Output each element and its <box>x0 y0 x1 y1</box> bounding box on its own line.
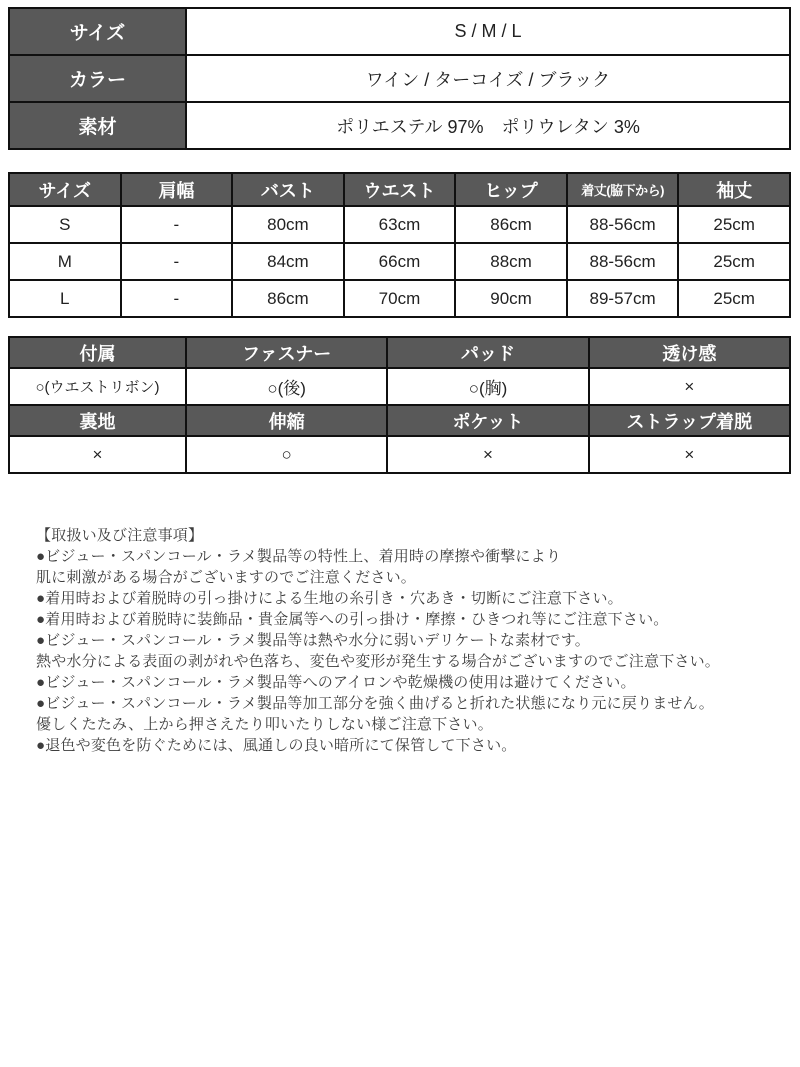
cell: 25cm <box>678 280 790 317</box>
col-header-sleeve: 袖丈 <box>678 173 790 206</box>
cell: 25cm <box>678 206 790 243</box>
feature-value-row-1 <box>9 368 790 405</box>
spec-summary-table <box>8 7 791 150</box>
cell: 90cm <box>455 280 567 317</box>
cell: 89-57cm <box>567 280 679 317</box>
spec-value-size: S / M / L <box>186 8 790 55</box>
table-row <box>9 8 790 55</box>
feature-table <box>8 336 791 474</box>
cell: 84cm <box>232 243 344 280</box>
cell-pad: ○(胸) <box>387 368 588 405</box>
notes-title: 【取扱い及び注意事項】 <box>36 527 204 544</box>
col-header-pocket: ポケット <box>387 405 588 436</box>
notes-line: ●退色や変色を防ぐためには、風通しの良い暗所にて保管して下さい。 <box>36 737 517 754</box>
feature-header-row-1 <box>9 337 790 368</box>
cell: - <box>121 206 233 243</box>
col-header-accessory: 付属 <box>9 337 186 368</box>
cell: S <box>9 206 121 243</box>
notes-line: ●ビジュー・スパンコール・ラメ製品等の特性上、着用時の摩擦や衝撃により <box>36 548 562 565</box>
cell-stretch: ○ <box>186 436 387 473</box>
notes-line: ●ビジュー・スパンコール・ラメ製品等は熱や水分に弱いデリケートな素材です。 <box>36 632 590 649</box>
cell: 88-56cm <box>567 206 679 243</box>
col-header-size: サイズ <box>9 173 121 206</box>
col-header-pad: パッド <box>387 337 588 368</box>
cell-accessory: ○(ウエストリボン) <box>9 368 186 405</box>
spec-label-size: サイズ <box>9 8 186 55</box>
handling-notes <box>8 525 791 756</box>
table-row <box>9 55 790 102</box>
cell: 86cm <box>455 206 567 243</box>
size-row-l <box>9 280 790 317</box>
cell: 88-56cm <box>567 243 679 280</box>
col-header-lining: 裏地 <box>9 405 186 436</box>
cell: L <box>9 280 121 317</box>
col-header-sheerness: 透け感 <box>589 337 790 368</box>
notes-line: ●着用時および着脱時の引っ掛けによる生地の糸引き・穴あき・切断にご注意下さい。 <box>36 590 623 607</box>
cell-pocket: × <box>387 436 588 473</box>
cell-fastener: ○(後) <box>186 368 387 405</box>
col-header-shoulder: 肩幅 <box>121 173 233 206</box>
cell: 88cm <box>455 243 567 280</box>
cell: 80cm <box>232 206 344 243</box>
feature-value-row-2 <box>9 436 790 473</box>
size-row-s <box>9 206 790 243</box>
col-header-length: 着丈(脇下から) <box>567 173 679 206</box>
col-header-stretch: 伸縮 <box>186 405 387 436</box>
cell: M <box>9 243 121 280</box>
spec-label-material: 素材 <box>9 102 186 149</box>
cell: - <box>121 280 233 317</box>
cell: - <box>121 243 233 280</box>
notes-line: 優しくたたみ、上から押さえたり叩いたりしない様ご注意下さい。 <box>36 716 493 733</box>
size-row-m <box>9 243 790 280</box>
notes-line: 熱や水分による表面の剥がれや色落ち、変色や変形が発生する場合がございますのでご注意下さい。 <box>36 653 721 670</box>
spec-label-color: カラー <box>9 55 186 102</box>
cell: 86cm <box>232 280 344 317</box>
cell: 70cm <box>344 280 456 317</box>
col-header-strap: ストラップ着脱 <box>589 405 790 436</box>
notes-line: ●ビジュー・スパンコール・ラメ製品等加工部分を強く曲げると折れた状態になり元に戻りません。 <box>36 695 714 712</box>
col-header-hip: ヒップ <box>455 173 567 206</box>
table-row <box>9 102 790 149</box>
cell-lining: × <box>9 436 186 473</box>
notes-line: 肌に刺激がある場合がございますのでご注意ください。 <box>36 569 417 586</box>
cell: 66cm <box>344 243 456 280</box>
cell-strap: × <box>589 436 790 473</box>
col-header-bust: バスト <box>232 173 344 206</box>
spec-value-material: ポリエステル 97% ポリウレタン 3% <box>186 102 790 149</box>
cell-sheerness: × <box>589 368 790 405</box>
size-chart-table <box>8 172 791 318</box>
spec-value-color: ワイン / ターコイズ / ブラック <box>186 55 790 102</box>
feature-header-row-2 <box>9 405 790 436</box>
col-header-fastener: ファスナー <box>186 337 387 368</box>
notes-line: ●着用時および着脱時に装飾品・貴金属等への引っ掛け・摩擦・ひきつれ等にご注意下さい。 <box>36 611 669 628</box>
notes-line: ●ビジュー・スパンコール・ラメ製品等へのアイロンや乾燥機の使用は避けてください。 <box>36 674 636 691</box>
cell: 25cm <box>678 243 790 280</box>
col-header-waist: ウエスト <box>344 173 456 206</box>
cell: 63cm <box>344 206 456 243</box>
size-chart-header-row <box>9 173 790 206</box>
